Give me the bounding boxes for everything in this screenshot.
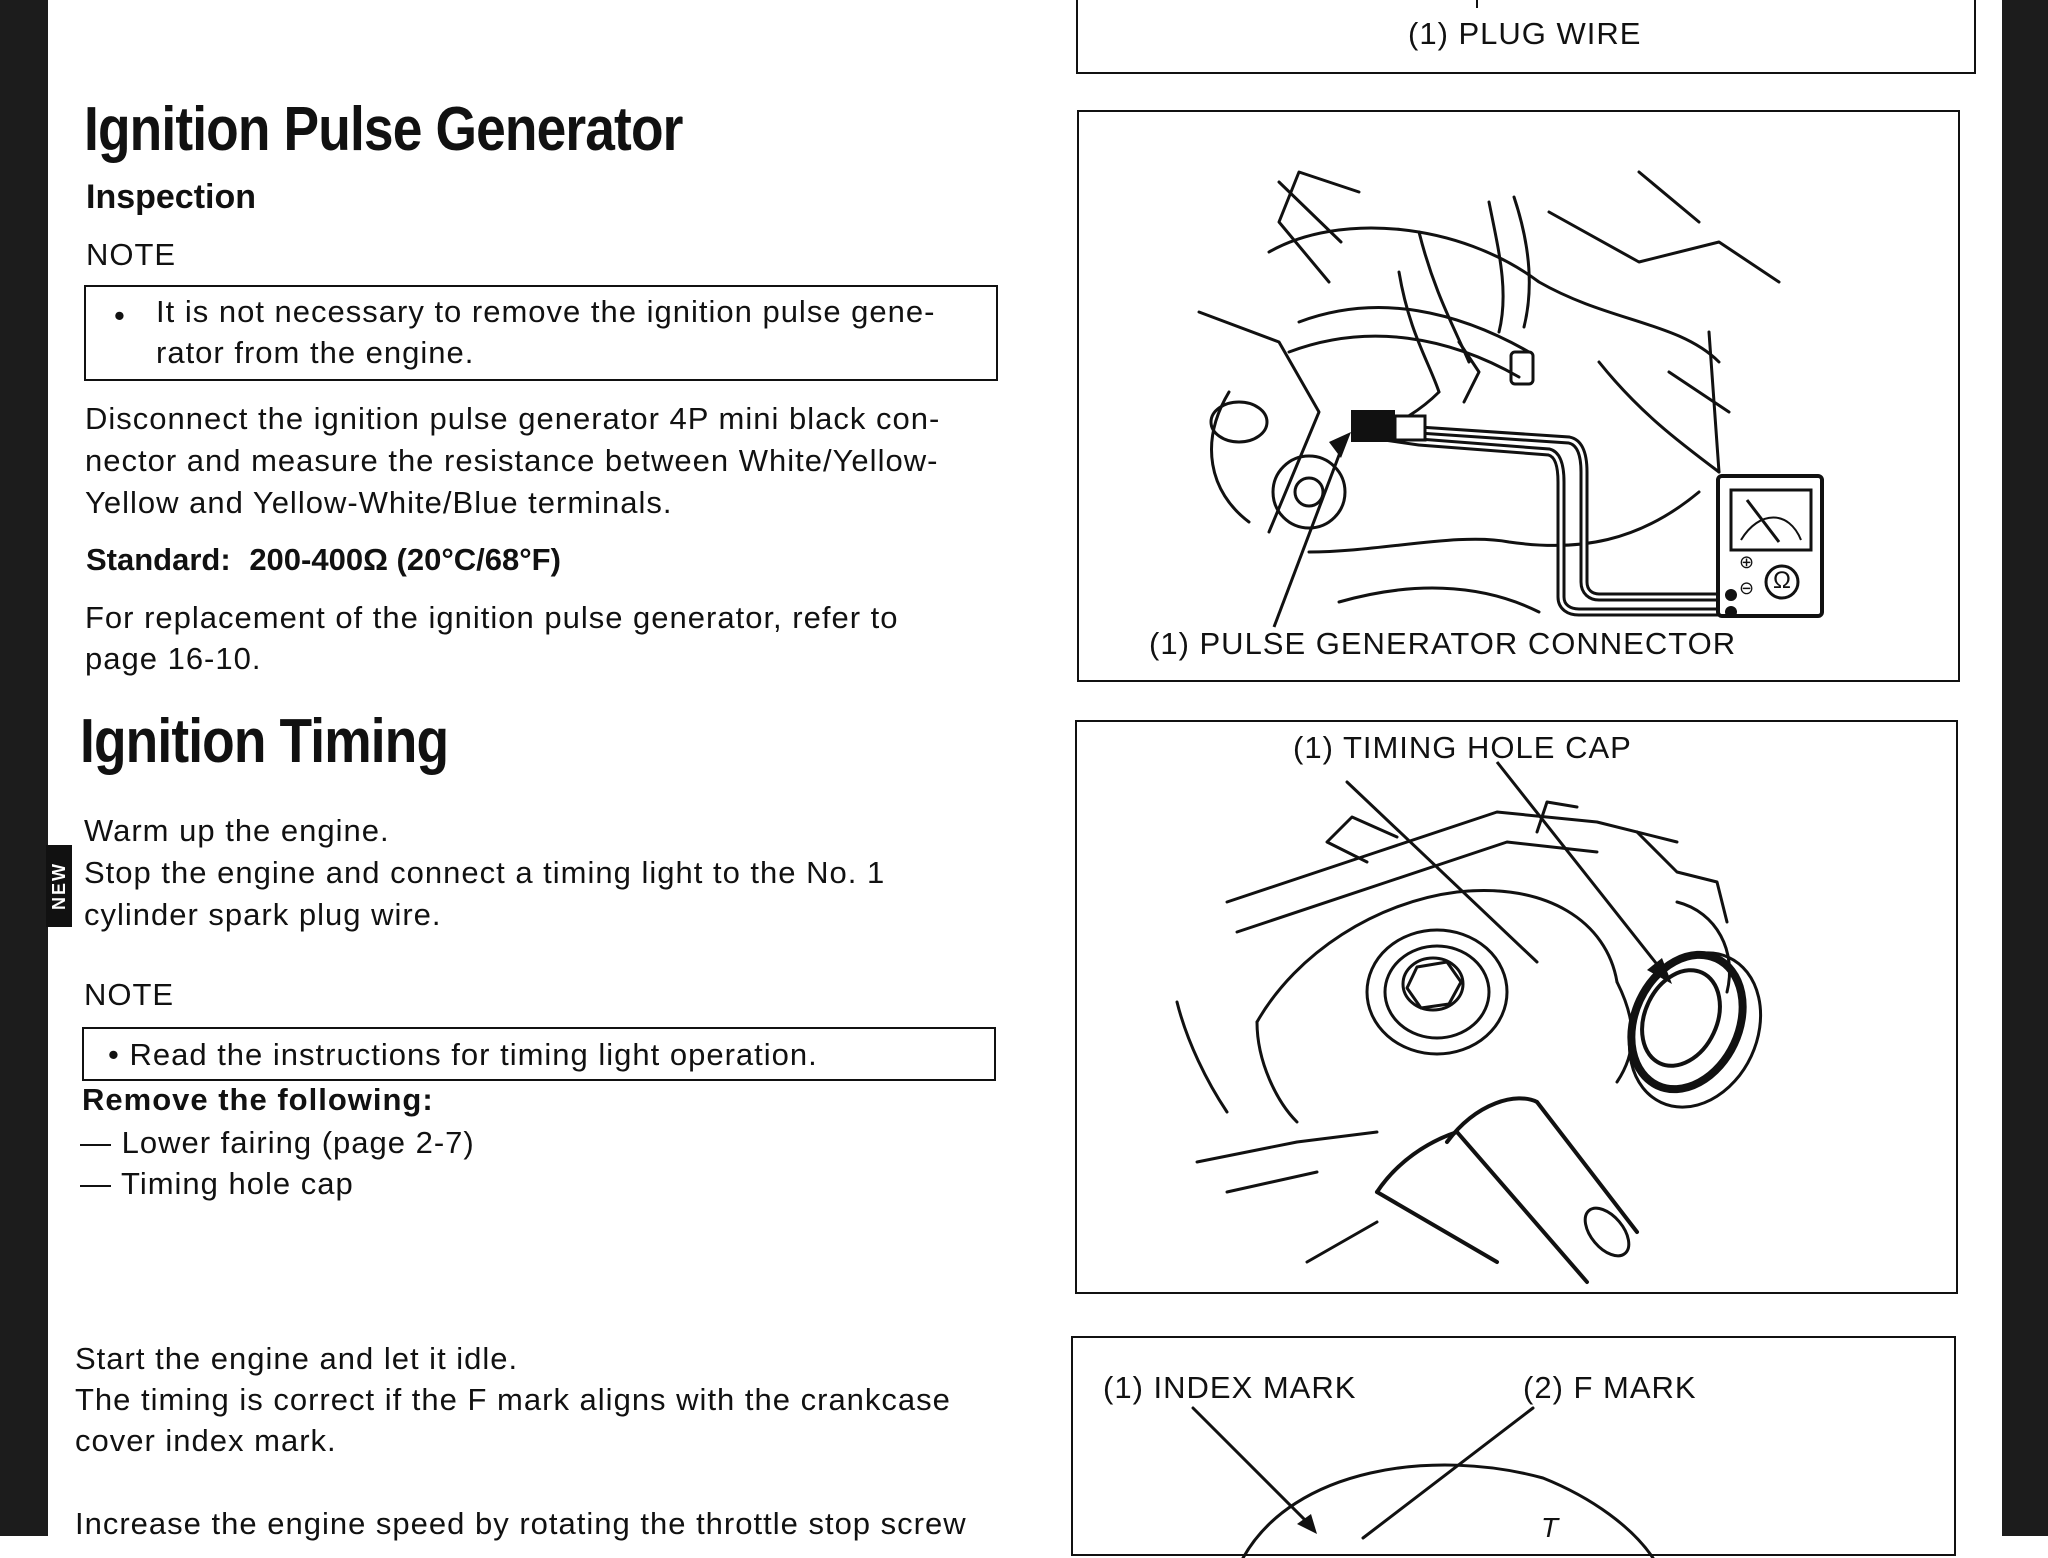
note-line: rator from the engine. — [156, 335, 475, 370]
paragraph-disconnect — [85, 398, 940, 524]
note-line: It is not necessary to remove the ignition pulse gene- — [156, 294, 936, 329]
flywheel-illustration — [1073, 1338, 1958, 1558]
note-label: NOTE — [84, 977, 175, 1012]
figure-caption-index-mark: (1) INDEX MARK — [1103, 1370, 1357, 1405]
paragraph-warm-up — [84, 810, 885, 936]
figure-plug-wire — [1076, 0, 1976, 74]
note-box — [82, 1027, 996, 1081]
paragraph-increase-speed: Increase the engine speed by rotating the throttle stop screw — [75, 1506, 967, 1541]
remove-label: Remove the following: — [82, 1082, 434, 1117]
text-line: Disconnect the ignition pulse generator 4P mini black con- — [85, 401, 941, 436]
left-gutter — [0, 0, 48, 1536]
engine-illustration — [1079, 112, 1962, 684]
bullet: • — [114, 298, 126, 333]
text-line: page 16-10. — [85, 641, 262, 676]
standard-spec — [86, 542, 561, 578]
text-line: nector and measure the resistance between White/Yellow- — [85, 443, 939, 478]
remove-list — [80, 1122, 475, 1204]
list-item: — Timing hole cap — [80, 1166, 354, 1201]
new-tab-marker: NEW — [46, 845, 72, 927]
figure-caption: (1) TIMING HOLE CAP — [1293, 730, 1632, 765]
text-line: Yellow and Yellow-White/Blue terminals. — [85, 485, 673, 520]
standard-label: Standard: — [86, 542, 231, 577]
text-line: Stop the engine and connect a timing light to the No. 1 — [84, 855, 886, 890]
manual-page — [48, 0, 2002, 1543]
figure-timing-hole-cap — [1075, 720, 1958, 1294]
text-line: cylinder spark plug wire. — [84, 897, 442, 932]
subsection-title-inspection: Inspection — [86, 178, 257, 216]
section-title-ignition-timing: Ignition Timing — [80, 707, 449, 776]
mark-letter: T — [1541, 1512, 1559, 1543]
paragraph-start-engine — [75, 1338, 951, 1461]
right-gutter — [2002, 0, 2048, 1536]
text-line: cover index mark. — [75, 1423, 337, 1458]
text-line: For replacement of the ignition pulse generator, refer to — [85, 600, 899, 635]
cover-illustration — [1077, 722, 1960, 1296]
figure-pulse-generator — [1077, 110, 1960, 682]
standard-value: 200-400Ω (20°C/68°F) — [249, 542, 561, 577]
note-line: • Read the instructions for timing light operation. — [108, 1037, 818, 1072]
leader-line — [1476, 0, 1478, 8]
section-title-pulse-generator: Ignition Pulse Generator — [84, 95, 683, 164]
figure-caption-f-mark: (2) F MARK — [1523, 1370, 1697, 1405]
ohm-symbol-icon: Ω — [1773, 567, 1791, 594]
figure-caption: (1) PLUG WIRE — [1408, 16, 1642, 51]
note-label: NOTE — [86, 237, 177, 272]
meter-positive-terminal: ⊕ — [1739, 552, 1755, 572]
meter-negative-terminal: ⊖ — [1739, 578, 1755, 598]
figure-timing-marks — [1071, 1336, 1956, 1556]
paragraph-replacement — [85, 597, 899, 679]
figure-caption: (1) PULSE GENERATOR CONNECTOR — [1149, 626, 1737, 661]
note-box — [84, 285, 998, 381]
text-line: Warm up the engine. — [84, 813, 390, 848]
list-item: — Lower fairing (page 2-7) — [80, 1125, 475, 1160]
text-line: The timing is correct if the F mark aligns with the crankcase — [75, 1382, 951, 1417]
text-line: Start the engine and let it idle. — [75, 1341, 519, 1376]
